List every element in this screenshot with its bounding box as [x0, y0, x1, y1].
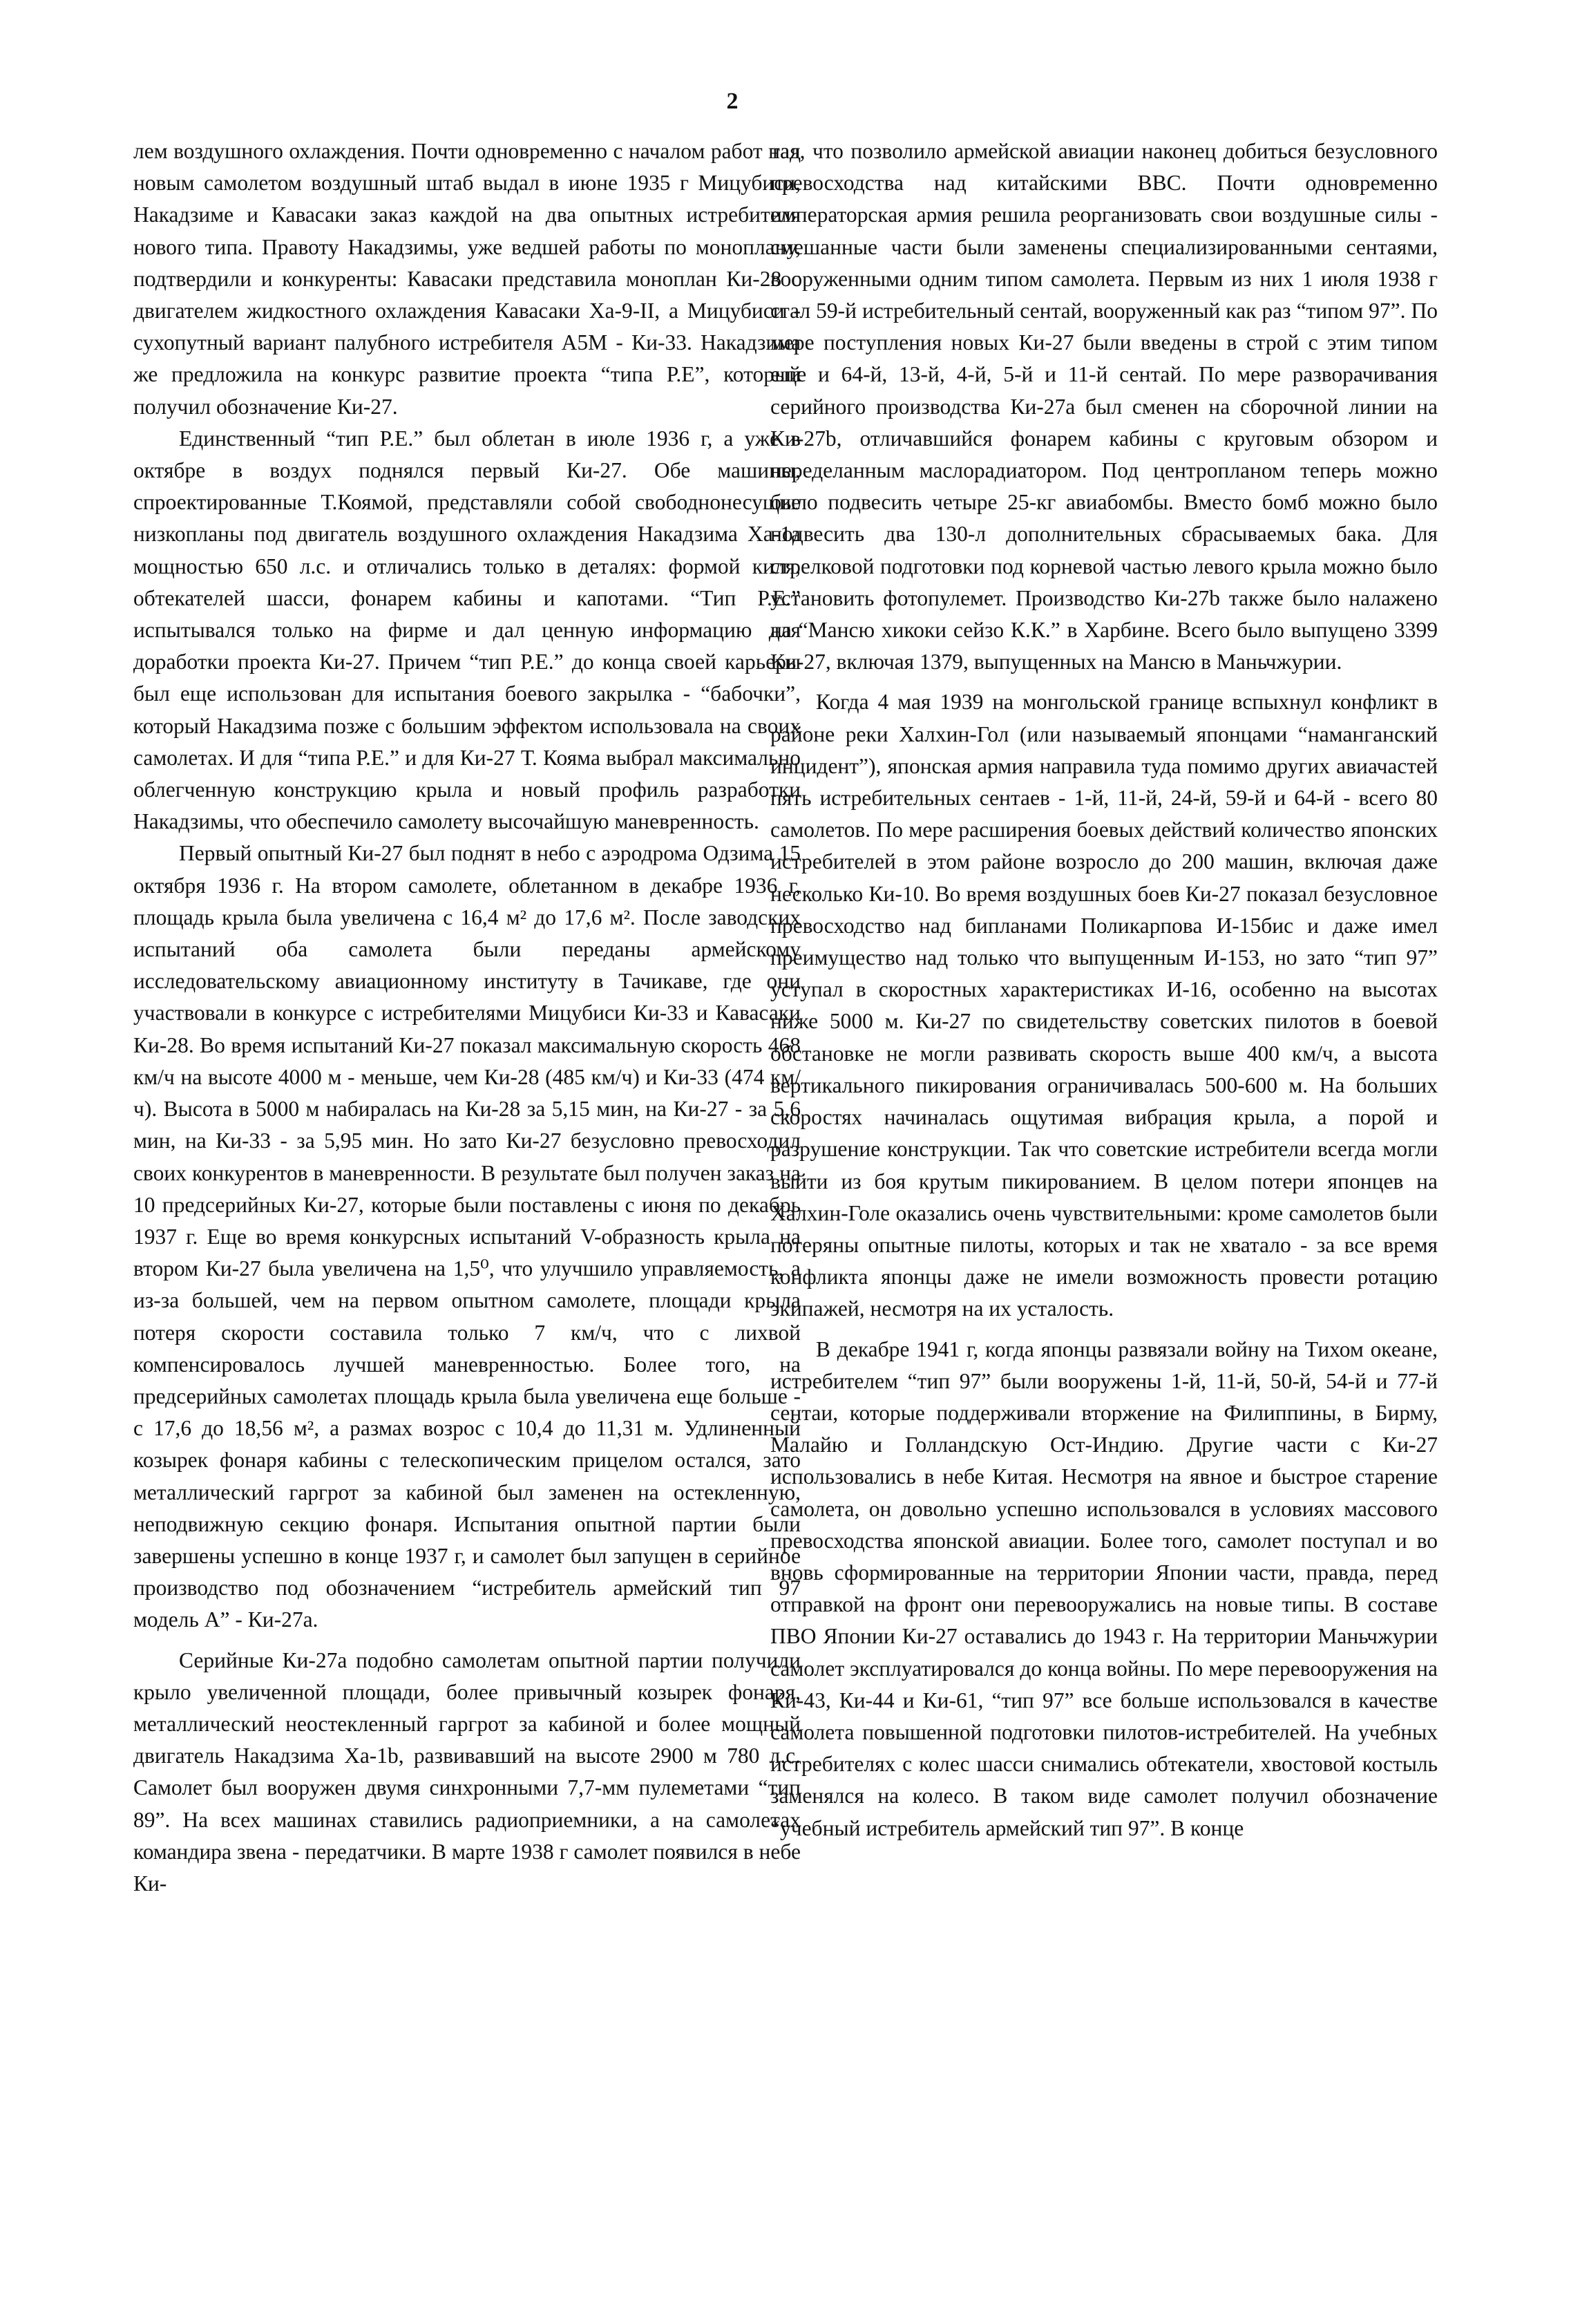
right-column	[770, 135, 1438, 1844]
paragraph: лем воздушного охлаждения. Почти одновременно с началом работ над новым самолетом воздушный штаб выдал в июне 1935 г Мицубиси, Накадзиме и Кавасаки заказ каждой на два опытных истребителя нового типа. Правоту Накадзимы, уже ведшей работы по моноплану, подтвердили и конкуренты: Кавасаки представила моноплан Ки-28 с двигателем жидкостного охлаждения Кавасаки Ха-9-II, а Мицубиси - сухопутный вариант палубного истребителя А5М - Ки-33. Накадзима же предложила на конкурс развитие проекта “типа Р.Е”, который получил обозначение Ки-27.	[133, 139, 801, 419]
paragraph: Серийные Ки-27а подобно самолетам опытной партии получили крыло увеличенной площади, более привычный козырек фонаря, металлический неостекленный гаргрот за кабиной и более мощный двигатель Накадзима Ха-1b, развивавший на высоте 2900 м 780 л.с. Самолет был вооружен двумя синхронными 7,7-мм пулеметами “тип 89”. На всех машинах ставились радиоприемники, а на самолетах командира звена - передатчики. В марте 1938 г самолет появился в небе Ки-	[133, 1647, 801, 1896]
paragraph: Единственный “тип Р.Е.” был облетан в июле 1936 г, а уже в октябре в воздух поднялся первый Ки-27. Обе машины, спроектированные Т.Коямой, представляли собой свободнонесущие низкопланы под двигатель воздушного охлаждения Накадзима Ха-1а мощностью 650 л.с. и отличались только в деталях: формой киля, обтекателей шасси, фонарем кабины и капотами. “Тип Р.Е.” испытывался только на фирме и дал ценную информацию для доработки проекта Ки-27. Причем “тип Р.Е.” до конца своей карьеры был еще использован для испытания боевого закрылка - “бабочки”, который Накадзима позже с большим эффектом использовала на своих самолетах. И для “типа Р.Е.” и для Ки-27 Т. Коямa выбрал максимально облегченную конструкцию крыла и новый профиль разработки Накадзимы, что обеспечило самолету высочайшую маневренность.	[133, 426, 801, 834]
left-column	[133, 135, 801, 1900]
paragraph: В декабре 1941 г, когда японцы развязали войну на Тихом океане, истребителем “тип 97” были вооружены 1-й, 11-й, 50-й, 54-й и 77-й сентаи, которые поддерживали вторжение на Филиппины, в Бирму, Малайю и Голландскую Ост-Индию. Другие части с Ки-27 использовались в небе Китая. Несмотря на явное и быстрое старение самолета, он довольно успешно использовался в условиях массового превосходства японской авиации. Более того, самолет поступал и во вновь сформированные на территории Японии части, правда, перед отправкой на фронт они перевооружались на новые типы. В составе ПВО Японии Ки-27 оставались до 1943 г. На территории Маньчжурии самолет эксплуатировался до конца войны. По мере перевооружения на Ки-43, Ки-44 и Ки-61, “тип 97” все больше использовался в качестве самолета повышенной подготовки пилотов-истребителей. На учебных истребителях с колес шасси снимались обтекатели, хвостовой костыль заменялся на колесо. В таком виде самолет получил обозначение “учебный истребитель армейский тип 97”. В конце	[770, 1336, 1438, 1840]
paragraph: Когда 4 мая 1939 на монгольской границе вспыхнул конфликт в районе реки Халхин-Гол (или называемый японцами “наманганский инцидент”), японская армия направила туда помимо других авиачастей пять истребительных сентаев - 1-й, 11-й, 24-й, 59-й и 64-й - всего 80 самолетов. По мере расширения боевых действий количество японских истребителей в этом районе возросло до 200 машин, включая даже несколько Ки-10. Во время воздушных боев Ки-27 показал безусловное превосходство над бипланами Поликарпова И-15бис и даже имел преимущество над только что выпущенным И-153, но зато “тип 97” уступал в скоростных характеристиках И-16, особенно на высотах ниже 5000 м. Ки-27 по свидетельству советских пилотов в боевой обстановке не могли развивать скорость выше 400 км/ч, а высота вертикального пикирования ограничивалась 500-600 м. На больших скоростях начиналась ощутимая вибрация крыла, а порой и разрушение конструкции. Так что советские истребители всегда могли выйти из боя крутым пикированием. В целом потери японцев на Халхин-Голе оказались очень чувствительными: кроме самолетов были потеряны опытные пилоты, которых и так не хватало - за все время конфликта японцы даже не имели возможность провести ротацию экипажей, несмотря на их усталость.	[770, 690, 1438, 1321]
paragraph: тая, что позволило армейской авиации наконец добиться безусловного превосходства над китайскими ВВС. Почти одновременно императорская армия решила реорганизовать свои воздушные силы - смешанные части были заменены специализированными сентаями, вооруженными одним типом самолета. Первым из них 1 июля 1938 г стал 59-й истребительный сентай, вооруженный как раз “типом 97”. По мере поступления новых Ки-27 были введены в строй с этим типом еще и 64-й, 13-й, 4-й, 5-й и 11-й сентай. По мере разворачивания серийного производства Ки-27а был сменен на сборочной линии на Ки-27b, отличавшийся фонарем кабины с круговым обзором и переделанным маслорадиатором. Под центропланом теперь можно было подвесить четыре 25-кг авиабомбы. Вместо бомб можно было подвесить два 130-л дополнительных сбрасываемых бака. Для стрелковой подготовки под корневой частью левого крыла можно было установить фотопулемет. Производство Ки-27b также было налажено на “Мансю хикоки сейзо К.К.” в Харбине. Всего было выпущено 3399 Ки-27, включая 1379, выпущенных на Мансю в Маньчжурии.	[770, 139, 1438, 674]
page-number: 2	[726, 88, 739, 114]
paragraph: Первый опытный Ки-27 был поднят в небо с аэродрома Одзима 15 октября 1936 г. На втором самолете, облетанном в декабре 1936 г, площадь крыла была увеличена с 16,4 м² до 17,6 м². После заводских испытаний оба самолета были переданы армейскому исследовательскому авиационному институту в Тачикаве, где они участвовали в конкурсе с истребителями Мицубиси Ки-33 и Кавасаки Ки-28. Во время испытаний Ки-27 показал максимальную скорость 468 км/ч на высоте 4000 м - меньше, чем Ки-28 (485 км/ч) и Ки-33 (474 км/ч). Высота в 5000 м набиралась на Ки-28 за 5,15 мин, на Ки-27 - за 5,6 мин, на Ки-33 - за 5,95 мин. Но зато Ки-27 безусловно превосходил своих конкурентов в маневренности. В результате был получен заказ на 10 предсерийных Ки-27, которые были поставлены с июня по декабрь 1937 г. Еще во время конкурсных испытаний V-образность крыла на втором Ки-27 была увеличена на 1,5⁰, что улучшило управляемость, а из-за большей, чем на первом опытном самолете, площади крыла потеря скорости составила только 7 км/ч, что с лихвой компенсировалось лучшей маневренностью. Более того, на предсерийных самолетах площадь крыла была увеличена еще больше - с 17,6 до 18,56 м², а размах возрос с 10,4 до 11,31 м. Удлиненный козырек фонаря кабины с телескопическим прицелом остался, зато металлический гаргрот за кабиной был заменен на остекленную, неподвижную секцию фонаря. Испытания опытной партии были завершены успешно в конце 1937 г, и самолет был запущен в серийное производство под обозначением “истребитель армейский тип 97 модель А” - Ки-27а.	[133, 841, 801, 1632]
